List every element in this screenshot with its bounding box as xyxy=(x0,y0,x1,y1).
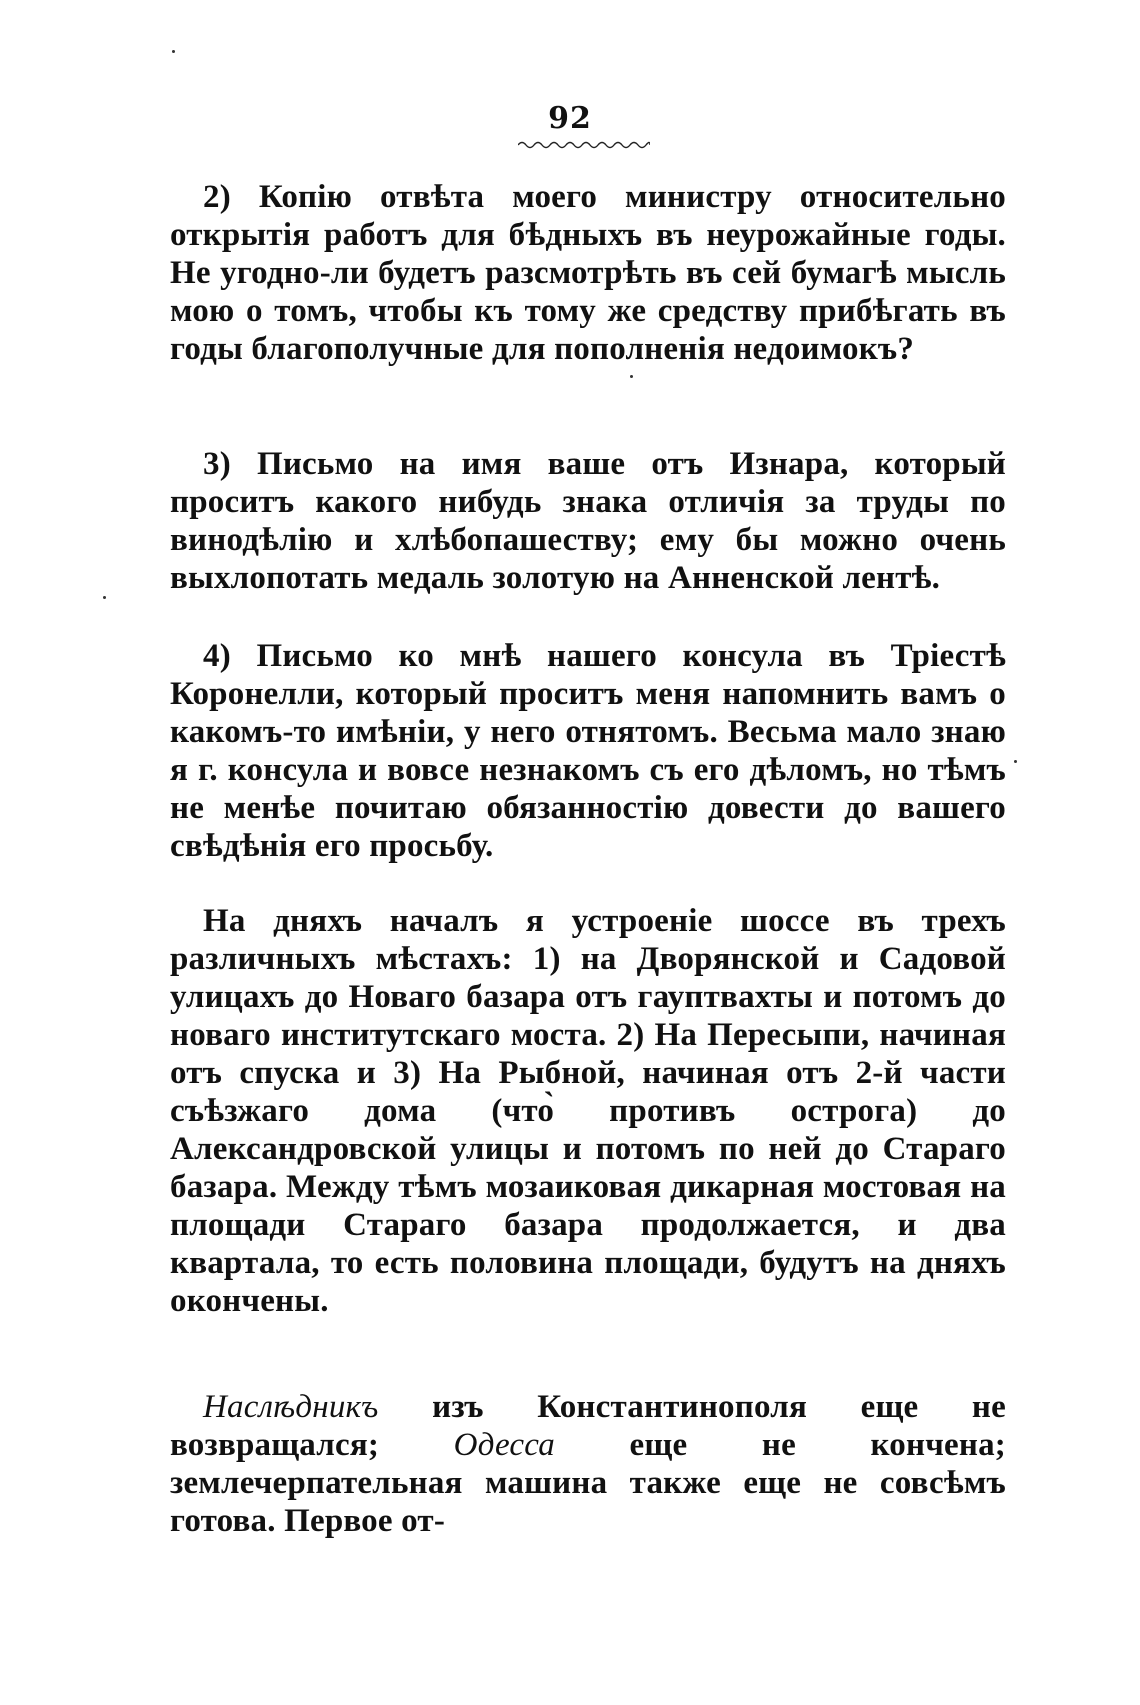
page-number: 92 xyxy=(548,101,592,136)
paragraph-text xyxy=(170,1388,1006,1540)
paragraph-segment: изъ Константинополя еще не возвращался; xyxy=(170,1389,1006,1463)
scan-speck xyxy=(172,50,175,53)
paragraph-text: 4) Письмо ко мнѣ нашего консула въ Тріестѣ Коронелли, который проситъ меня напомнить вамъ о какомъ-то имѣніи, у него отнятомъ. Весьма мало знаю я г. консула и вовсе незнакомъ съ его дѣломъ, но тѣмъ не менѣе почитаю обязанностію довести до вашего свѣдѣнія его просьбу. xyxy=(170,638,1006,864)
wavy-rule-ornament xyxy=(518,139,650,151)
italic-ship-name: Наслѣдникъ xyxy=(203,1389,379,1425)
paragraph-item-3 xyxy=(170,445,1006,597)
scan-speck xyxy=(103,596,106,599)
italic-ship-name: Одесса xyxy=(453,1427,555,1463)
paragraph-text: 3) Письмо на имя ваше отъ Изнара, который проситъ какого нибудь знака отличія за труды по винодѣлію и хлѣбопашеству; ему бы можно очень выхлопотать медаль золотую на Анненской лентѣ. xyxy=(170,446,1006,596)
paragraph-text: 2) Копію отвѣта моего министру относительно открытія работъ для бѣдныхъ въ неурожайные годы. Не угодно-ли будетъ разсмотрѣть въ сей бумагѣ мысль мою о томъ, чтобы къ тому же средству прибѣгать въ годы благополучные для пополненія недоимокъ? xyxy=(170,179,1006,367)
paragraph-item-2 xyxy=(170,178,1006,368)
paragraph-heir xyxy=(170,1388,1006,1540)
paragraph-text: На дняхъ началъ я устроеніе шоссе въ трехъ различныхъ мѣстахъ: 1) на Дворянской и Садовой улицахъ до Новаго базара отъ гауптвахты и потомъ до новаго институтскаго моста. 2) На Пересыпи, начиная отъ спуска и 3) На Рыбной, начиная отъ 2-й части съѣзжаго дома (что̀ противъ острога) до Александровской улицы и потомъ по ней до Стараго базара. Между тѣмъ мозаиковая дикарная мостовая на площади Стараго базара продолжается, и два квартала, то есть половина площади, будутъ на дняхъ окончены. xyxy=(170,903,1006,1319)
paragraph-item-4 xyxy=(170,637,1006,865)
paragraph-roads xyxy=(170,902,1006,1320)
scan-speck xyxy=(630,375,633,378)
paragraph-segment: еще не кончена; землечерпательная машина также еще не совсѣмъ готова. Первое от- xyxy=(170,1427,1006,1539)
scan-speck xyxy=(1014,760,1017,763)
